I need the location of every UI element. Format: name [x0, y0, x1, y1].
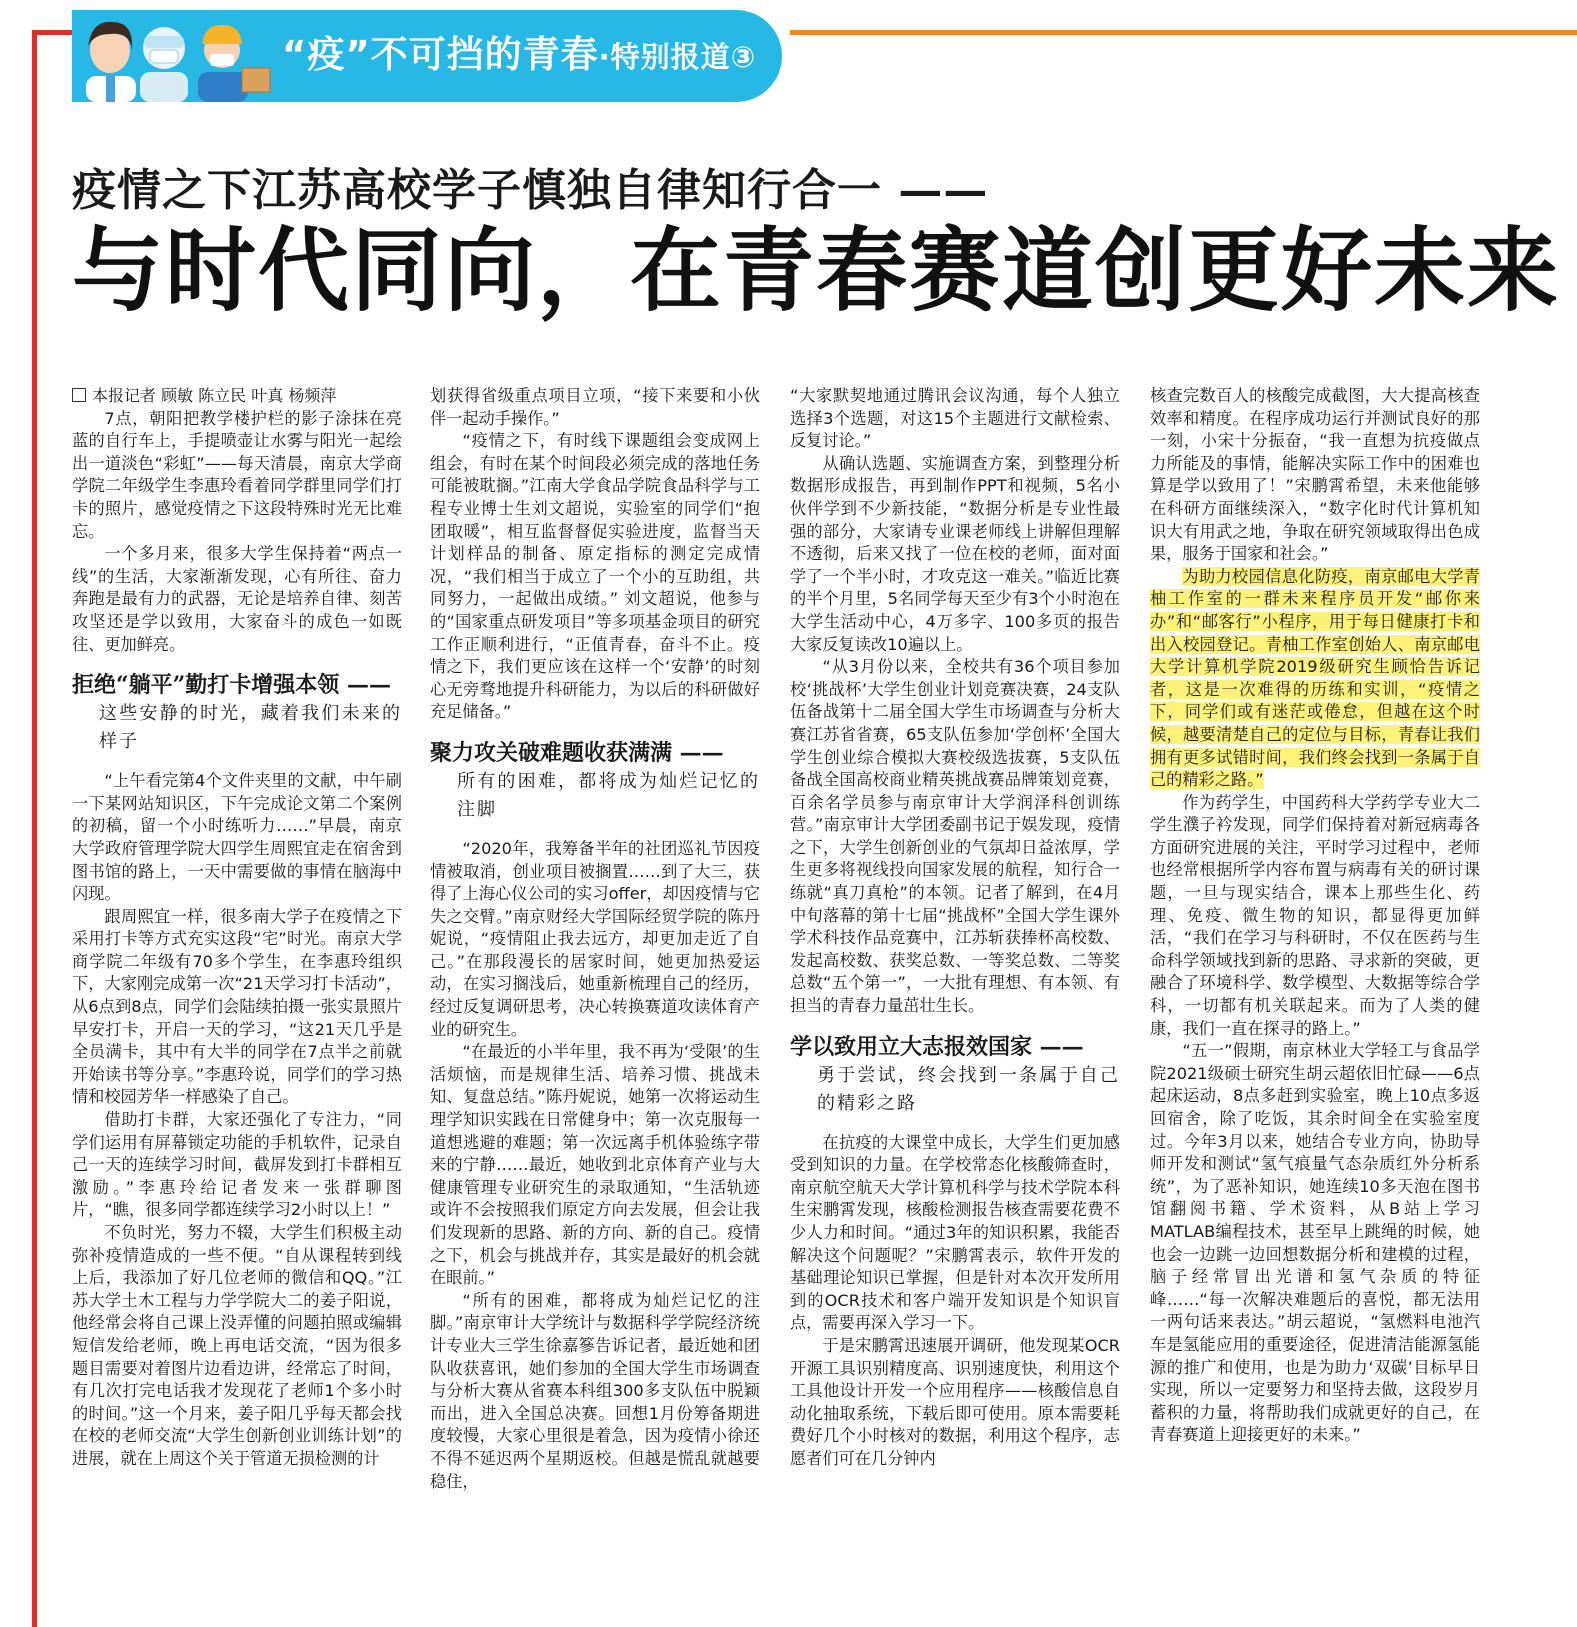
- section-title: 聚力攻关破难题收获满满 ——: [430, 739, 724, 766]
- section-subtitle: 所有的困难，都将成为灿烂记忆的注脚: [457, 770, 760, 820]
- byline: [72, 385, 402, 408]
- orange-top-rule: [790, 30, 1577, 35]
- red-margin-rule: [32, 30, 37, 1627]
- paragraph: “五一”假期，南京林业大学轻工与食品学院2021级硕士研究生胡云超依旧忙碌——6点起床运动，8点多赶到实验室，晚上10点多返回宿舍，除了吃饭，其余时间全在实验室度过。今年3月以来，她结合专业方向，协助导师开发和测试“氢气痕量气态杂质红外分析系统”，为了恶补知识，她连续10多天泡在图书馆翻阅书籍、学术资料，从B站上学习MATLAB编程技术，甚至早上跳绳的时候，她也会一边跳一边回想数据分析和建模的过程，脑子经常冒出光谱和氢气杂质的特征峰……“每一次解决难题后的喜悦，都无法用一两句话来表达。”胡云超说，“氢燃料电池汽车是氢能应用的重要途径，促进清洁能源氢能源的推广和使用，也是为助力‘双碳’目标早日实现，所以一定要努力和坚持去做，这段岁月蓄积的力量，将帮助我们成就更好的自己，在青春赛道上迎接更好的未来。”: [1150, 1041, 1480, 1445]
- section-heading: [430, 738, 760, 824]
- article-column-4: [1150, 385, 1480, 1447]
- byline-text: 本报记者 顾敏 陈立民 叶真 杨频萍: [92, 386, 337, 405]
- section-title: 拒绝“躺平”勤打卡增强本领 ——: [72, 672, 391, 699]
- paragraph: 在抗疫的大课堂中成长，大学生们更加感受到知识的力量。在学校常态化核酸筛查时，南京航空航天大学计算机科学与技术学院本科生宋鹏霄发现，核酸检测报告核查需要花费不少人力和时间。“通过3年的知识积累，我能否解决这个问题呢？”宋鹏霄表示，软件开发的基础理论知识已掌握，但是针对本次开发所用到的OCR技术和客户端开发知识是个知识盲点，需要再深入学习一下。: [790, 1132, 1120, 1333]
- section-heading: [72, 670, 402, 756]
- main-headline: 与时代同向，在青春赛道创更好未来: [72, 219, 1561, 324]
- paragraph: “2020年，我筹备半年的社团巡礼节因疫情被取消，创业项目被搁置……到了大三，获得了上海心仪公司的实习offer，却因疫情与它失之交臂。”南京财经大学国际经贸学院的陈丹妮说，“疫情阻止我去远方，却更加走近了自己。”在那段漫长的居家时间，她更加热爱运动，在实习搁浅后，她重新梳理自己的经历，经过反复调研思考，决心转换赛道攻读体育产业的研究生。: [430, 838, 760, 1039]
- paragraph: “在最近的小半年里，我不再为‘受限’的生活烦恼，而是规律生活、培养习惯、挑战未知、复盘总结。”陈丹妮说，她第一次将运动生理学知识实践在日常健身中；第一次克服每一道想逃避的难题；第一次远离手机体验练字带来的宁静……最近，她收到北京体育产业与大健康管理专业研究生的录取通知，“生活轨迹或许不会按照我们原定方向去发展，但会让我们发现新的思路、新的方向、新的自己。疫情之下，机会与挑战并存，其实是最好的机会就在眼前。”: [430, 1042, 760, 1288]
- highlighted-text: 为助力校园信息化防疫，南京邮电大学青柚工作室的一群未来程序员开发“邮你来办”和“邮客行”小程序，用于每日健康打卡和出入校园登记。青柚工作室创始人、南京邮电大学计算机学院2019级研究生顾恰告诉记者，这是一次难得的历练和实训，“疫情之下，同学们或有迷茫或倦怠，但越在这个时候，越要清楚自己的定位与目标，青春让我们拥有更多试错时间，我们终会找到一条属于自己的精彩之路。”: [1150, 566, 1480, 790]
- article-column-2: [430, 385, 760, 1493]
- paragraph: 划获得省级重点项目立项，“接下来要和小伙伴一起动手操作。”: [430, 386, 760, 428]
- banner-title: [282, 24, 756, 78]
- red-corner-rule: [32, 30, 72, 35]
- section-subtitle: 勇于尝试，终会找到一条属于自己的精彩之路: [817, 1064, 1120, 1114]
- paragraph: 不负时光，努力不辍，大学生们积极主动弥补疫情造成的一些不便。“自从课程转到线上后，我添加了好几位老师的微信和QQ。”江苏大学土木工程与力学学院大二的姜子阳说，他经常会将自己课上没弄懂的问题拍照或编辑短信发给老师，晚上再电话交流，“因为很多题目需要对着图片边看边讲，经常忘了时间，有几次打完电话我才发现花了老师1个多小时的时间。”这一个月来，姜子阳几乎每天都会找在校的老师交流“大学生创新创业训练计划”的进展，就在上周这个关于管道无损检测的计: [72, 1223, 402, 1468]
- paragraph: 作为药学生，中国药科大学药学专业大二学生濮子衿发现，同学们保持着对新冠病毒各方面研究进展的关注，平时学习过程中，老师也经常根据所学内容布置与病毒有关的研讨课题，一旦与现实结合，课本上那些生化、药理、免疫、微生物的知识，都显得更加鲜活，“我们在学习与科研时，不仅在医药与生命科学领域找到新的思路、寻求新的突破，更融合了环境科学、数学模型、大数据等综合学科，一切都有机关联起来。而为了人类的健康，我们一直在探寻的路上。”: [1150, 792, 1480, 1038]
- section-subtitle: 这些安静的时光，藏着我们未来的样子: [99, 703, 402, 753]
- byline-box-icon: [72, 388, 86, 402]
- paragraph: “所有的困难，都将成为灿烂记忆的注脚。”南京审计大学统计与数据科学学院经济统计专业大三学生徐嘉篸告诉记者，最近她和团队收获喜讯，她们参加的全国大学生市场调查与分析大赛从省赛本科组300多支队伍中脱颖而出，进入全国总决赛。回想1月份筹备期进度较慢，大家心里很是着急，因为疫情小徐还不得不延迟两个星期返校。但越是慌乱就越要稳住，: [430, 1290, 760, 1491]
- paragraph: “疫情之下，有时线下课题组会变成网上组会，有时在某个时间段必须完成的落地任务可能被耽搁。”江南大学食品学院食品科学与工程专业博士生刘文超说，实验室的同学们“抱团取暖”，相互监督督促实验进度，监督当天计划样品的制备、原定指标的测定完成情况，“我们相当于成立了一个小的互助组，共同努力，一起做出成绩。” 刘文超说，他参与的“国家重点研发项目”等多项基金项目的研究工作正顺利进行，“正值青春，奋斗不止。疫情之下，我们更应该在这样一个‘安静’的时刻心无旁骛地提升科研能力，为以后的科研做好充足储备。”: [430, 431, 760, 722]
- paragraph: “从3月份以来，全校共有36个项目参加校‘挑战杯’大学生创业计划竞赛决赛，24支队伍备战第十二届全国大学生市场调查与分析大赛江苏省省赛，65支队伍参加‘学创杯’全国大学生创业综合模拟大赛校级选拔赛，5支队伍备战全国高校商业精英挑战赛品牌策划竞赛，百余名学员参与南京审计大学润泽科创训练营。”南京审计大学团委副书记于娱发现，疫情之下，大学生创新创业的气氛却日益浓厚，学生更多将视线投向国家发展的航程，知行合一练就“真刀真枪”的本领。记者了解到，在4月中旬落幕的第十七届“挑战杯”全国大学生课外学术科技作品竞赛中，江苏斩获捧杯高校数、发起高校数、获奖总数、一等奖总数、二等奖总数“五个第一”，一大批有理想、有本领、有担当的青春力量茁壮生长。: [790, 657, 1120, 1016]
- paragraph: 借助打卡群，大家还强化了专注力，“同学们运用有屏幕锁定功能的手机软件，记录自己一天的连续学习时间，截屏发到打卡群相互激励。”李惠玲给记者发来一张群聊图片，“瞧，很多同学都连续学习2小时以上！”: [72, 1110, 402, 1220]
- paragraph: 一个多月来，很多大学生保持着“两点一线”的生活，大家渐渐发现，心有所往、奋力奔跑是最有力的武器，无论是培养自律、刻苦攻坚还是学以致用，大家奋斗的成色一如既往、更加鲜亮。: [72, 544, 402, 654]
- section-title: 学以致用立大志报效国家 ——: [790, 1033, 1084, 1060]
- paragraph: 从确认选题、实施调查方案，到整理分析数据形成报告，再到制作PPT和视频，5名小伙伴学到不少新技能，“数据分析是专业性最强的部分，大家请专业课老师线上讲解但理解不透彻，后来又找了一位在校的老师，面对面学了一个半小时，才攻克这一难关。”临近比赛的半个月里，5名同学每天至少有3个小时泡在大学生活动中心，4万多字、100多页的报告大家反复读改10遍以上。: [790, 453, 1120, 654]
- highlighted-paragraph: [1150, 566, 1480, 792]
- paragraph: 于是宋鹏霄迅速展开调研，他发现某OCR开源工具识别精度高、识别速度快，利用这个工具他设计开发一个应用程序——核酸信息自动化抽取系统，下载后即可使用。原本需要耗费好几个小时核对的数据，利用这个程序，志愿者们可在几分钟内: [790, 1335, 1120, 1468]
- banner-title-sub: ·特别报道③: [598, 40, 757, 74]
- article-column-3: [790, 385, 1120, 1471]
- banner-title-main: “疫”不可挡的青春: [282, 33, 599, 76]
- article-column-1: [72, 385, 402, 1471]
- paragraph: 核查完数百人的核酸完成截图，大大提高核查效率和精度。在程序成功运行并测试良好的那一刻，小宋十分振奋，“我一直想为抗疫做点力所能及的事情，能解决实际工作中的困难也算是学以致用了！”宋鹏霄希望，未来他能够在科研方面继续深入，“数字化时代计算机知识大有用武之地，争取在研究领域取得出色成果，服务于国家和社会。”: [1150, 386, 1480, 564]
- frontline-workers-illustration: [72, 10, 277, 102]
- section-heading: [790, 1032, 1120, 1118]
- paragraph: 7点，朝阳把教学楼护栏的影子涂抹在亮蓝的自行车上，手提喷壶让水雾与阳光一起绘出一道淡色“彩虹”——每天清晨，南京大学商学院二年级学生李惠玲看着同学群里同学们打卡的照片，感觉疫情之下这段特殊时光无比难忘。: [72, 408, 402, 541]
- paragraph: 跟周熙宜一样，很多南大学子在疫情之下采用打卡等方式充实这段“宅”时光。南京大学商学院二年级有70多个学生，在李惠玲组织下，大家刚完成第一次“21天学习打卡活动”，从6点到8点，同学们会陆续拍摄一张实景照片早安打卡，开启一天的学习，“这21天几乎是全员满卡，其中有大半的同学在7点半之前就开始读书等分享。”李惠玲说，同学们的学习热情和校园芳华一样感染了自己。: [72, 906, 402, 1107]
- paragraph: “大家默契地通过腾讯会议沟通，每个人独立选择3个选题，对这15个主题进行文献检索、反复讨论。”: [790, 386, 1120, 451]
- kicker-headline: 疫情之下江苏高校学子慎独自律知行合一 ——: [72, 165, 989, 216]
- paragraph: “上午看完第4个文件夹里的文献，中午刷一下某网站知识区，下午完成论文第二个案例的初稿，留一个小时练听力……”早晨，南京大学政府管理学院大四学生周熙宜走在宿舍到图书馆的路上，一天中需要做的事情在脑海中闪现。: [72, 771, 402, 904]
- section-banner: [72, 10, 782, 102]
